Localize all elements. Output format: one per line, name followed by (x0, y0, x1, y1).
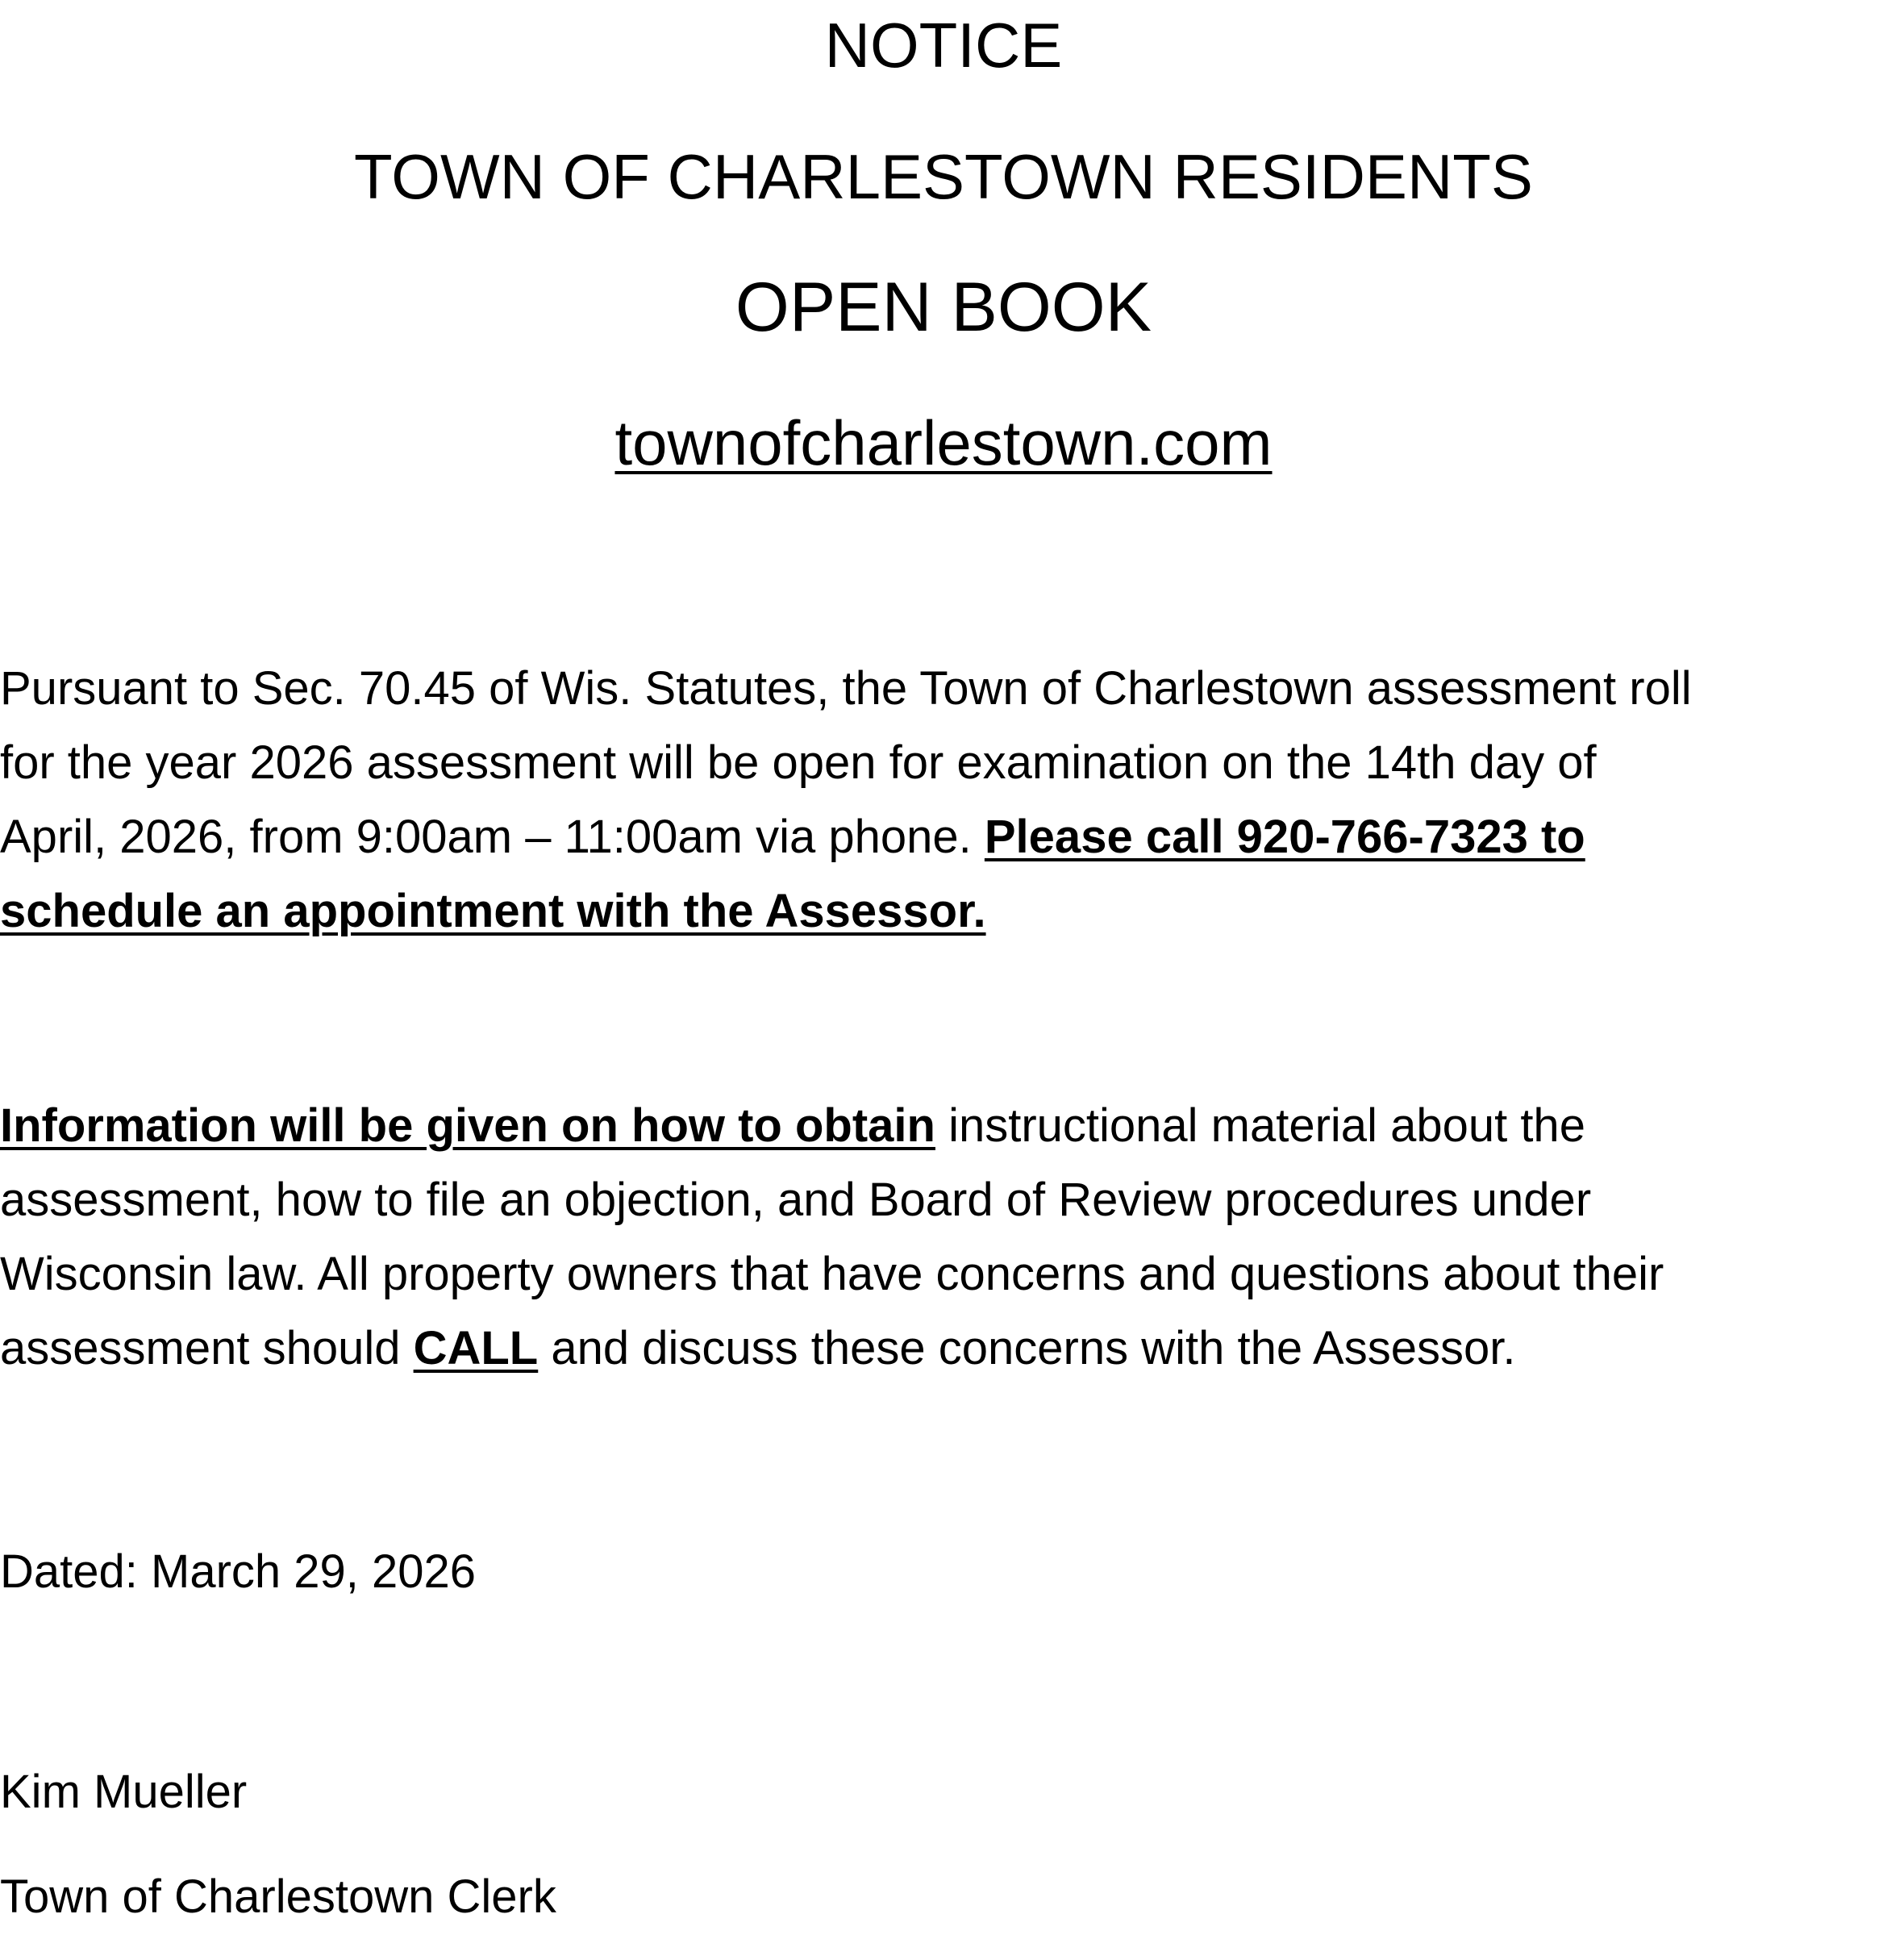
paragraph-line: Pursuant to Sec. 70.45 of Wis. Statutes, the Town of Charlestown assessment roll (0, 662, 1692, 715)
paragraph-line: for the year 2026 assessment will be open for examination on the 14th day of (0, 736, 1597, 789)
website-link[interactable]: townofcharlestown.com (614, 407, 1273, 478)
information-paragraph (0, 1089, 1871, 1386)
page-title: OPEN BOOK (735, 269, 1152, 346)
paragraph-line (0, 1312, 1871, 1386)
paragraph-text: April, 2026, from 9:00am – 11:00am via phone. (0, 811, 985, 863)
signer-name: Kim Mueller (0, 1766, 248, 1818)
assessment-roll-paragraph (0, 652, 1871, 949)
call-instruction-continued: schedule an appointment with the Assessor. (0, 885, 986, 937)
notice-heading: NOTICE (824, 10, 1063, 81)
call-emphasis: CALL (413, 1322, 539, 1374)
paragraph-text: assessment should (0, 1322, 414, 1374)
paragraph-line (0, 874, 1871, 949)
paragraph-line (0, 1089, 1871, 1163)
paragraph-text: instructional material about the (935, 1099, 1585, 1152)
paragraph-line (0, 800, 1871, 874)
date-line: Dated: March 29, 2026 (0, 1545, 477, 1598)
paragraph-text: and discuss these concerns with the Assessor. (538, 1322, 1516, 1374)
website-line (0, 407, 1887, 478)
information-emphasis: Information will be given on how to obtain (0, 1099, 935, 1152)
call-instruction: Please call 920-766-7323 to (984, 811, 1585, 863)
audience-heading: TOWN OF CHARLESTOWN RESIDENTS (354, 141, 1533, 212)
paragraph-line: Wisconsin law. All property owners that have concerns and questions about their (0, 1248, 1664, 1300)
paragraph-line: assessment, how to file an objection, and Board of Review procedures under (0, 1174, 1592, 1226)
signer-title: Town of Charlestown Clerk (0, 1870, 556, 1923)
